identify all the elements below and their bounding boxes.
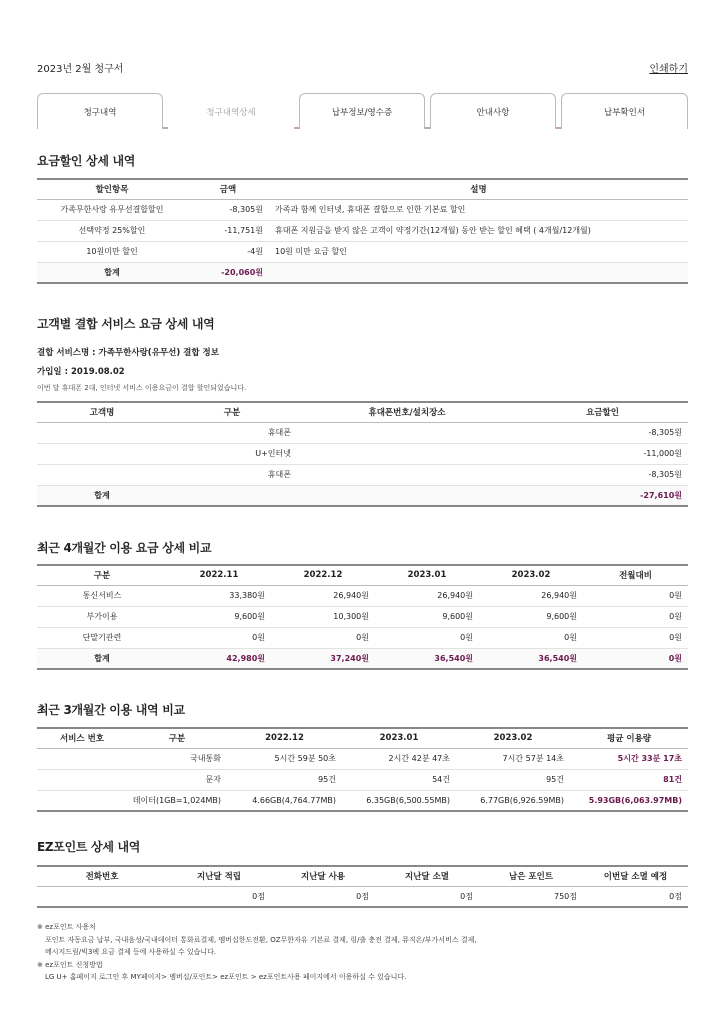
sum-value: 37,240원 bbox=[271, 648, 375, 669]
service-type: 휴대폰 bbox=[167, 464, 297, 485]
cell-value: 95건 bbox=[227, 769, 342, 790]
notes bbox=[37, 921, 477, 984]
col-header: 2022.12 bbox=[271, 565, 375, 585]
col-header: 고객명 bbox=[37, 402, 167, 422]
cell-value: 0원 bbox=[271, 627, 375, 648]
table-row bbox=[37, 606, 688, 627]
discount-desc: 10원 미만 요금 할인 bbox=[269, 241, 688, 262]
cell-value: 9,600원 bbox=[167, 606, 271, 627]
usage3-section-title: 최근 3개월간 이용 내역 비교 bbox=[37, 703, 185, 717]
compare4-section-title: 최근 4개월간 이용 요금 상세 비교 bbox=[37, 541, 212, 555]
table-row bbox=[37, 585, 688, 606]
sum-value: -20,060원 bbox=[187, 262, 269, 283]
service-number bbox=[37, 769, 127, 790]
table-row bbox=[37, 422, 688, 443]
col-header: 지난달 사용 bbox=[271, 866, 375, 886]
customer-name bbox=[37, 464, 167, 485]
discount-amount: -4원 bbox=[187, 241, 269, 262]
average-value: 5시간 33분 17초 bbox=[570, 748, 688, 769]
col-header: 평균 이용량 bbox=[570, 728, 688, 748]
col-header: 2023.02 bbox=[456, 728, 570, 748]
cell-value: 0원 bbox=[375, 627, 479, 648]
col-header: 남은 포인트 bbox=[479, 866, 583, 886]
col-header: 지난달 적립 bbox=[167, 866, 271, 886]
row-label: 단말기관련 bbox=[37, 627, 167, 648]
cell-value: 26,940원 bbox=[375, 585, 479, 606]
sum-row bbox=[37, 485, 688, 506]
note-line: LG U+ 홈페이지 로그인 후 MY페이지> 멤버십/포인트> ez포인트 > ez포인트사용 페이지에서 이용하실 수 있습니다. bbox=[45, 973, 407, 981]
col-header: 2023.02 bbox=[479, 565, 583, 585]
print-link[interactable]: 인쇄하기 bbox=[649, 64, 688, 75]
sum-label: 합계 bbox=[37, 648, 167, 669]
col-header: 2022.11 bbox=[167, 565, 271, 585]
cell-value: 0점 bbox=[583, 886, 688, 907]
phone-location bbox=[297, 464, 517, 485]
discount-table bbox=[37, 178, 688, 284]
col-header: 전월대비 bbox=[583, 565, 688, 585]
cell-value: 6.35GB(6,500.55MB) bbox=[342, 790, 456, 811]
combo-section-title: 고객별 결합 서비스 요금 상세 내역 bbox=[37, 317, 215, 331]
discount-item: 가족무한사랑 유무선결합할인 bbox=[37, 199, 187, 220]
cell-value: 0원 bbox=[583, 606, 688, 627]
sum-label: 합계 bbox=[37, 485, 167, 506]
note-line: 포인트 자동요금 납부, 국내음성/국내데이터 통화료결제, 멤버십한도전환, OZ무한자유 기본료 결제, 링/출 충전 결제, 뮤직온/부가서비스 결제, bbox=[45, 935, 477, 944]
average-value: 81건 bbox=[570, 769, 688, 790]
top-bar bbox=[37, 60, 688, 80]
cell-value: 7시간 57분 14초 bbox=[456, 748, 570, 769]
tab-payment-confirm[interactable]: 납부확인서 bbox=[561, 93, 688, 129]
sum-value: 42,980원 bbox=[167, 648, 271, 669]
row-label: 국내통화 bbox=[127, 748, 227, 769]
col-header: 설명 bbox=[269, 179, 688, 199]
cell-value: 33,380원 bbox=[167, 585, 271, 606]
discount-value: -11,000원 bbox=[517, 443, 688, 464]
phone-location bbox=[297, 422, 517, 443]
col-header: 전화번호 bbox=[37, 866, 167, 886]
sum-row bbox=[37, 648, 688, 669]
table-row bbox=[37, 443, 688, 464]
cell-value: 0점 bbox=[375, 886, 479, 907]
col-header: 휴대폰번호/설치장소 bbox=[297, 402, 517, 422]
row-label: 데이터(1GB=1,024MB) bbox=[127, 790, 227, 811]
col-header: 구분 bbox=[37, 565, 167, 585]
note-line: 메시지드림/빅3팩 요금 결제 등에 사용하실 수 있습니다. bbox=[45, 948, 217, 956]
note-line: ※ ez포인트 사용처 bbox=[37, 923, 96, 931]
tab-bill[interactable]: 청구내역 bbox=[37, 93, 163, 129]
discount-desc: 휴대폰 지원금을 받지 않은 고객이 약정기간(12개월) 동안 받는 할인 혜택 ( 4개월/12개월) bbox=[269, 220, 688, 241]
cell-value: 2시간 42분 47초 bbox=[342, 748, 456, 769]
table-row bbox=[37, 886, 688, 907]
row-label: 통신서비스 bbox=[37, 585, 167, 606]
table-row bbox=[37, 627, 688, 648]
usage3-table bbox=[37, 727, 688, 812]
phone-location bbox=[297, 443, 517, 464]
cell-value: 10,300원 bbox=[271, 606, 375, 627]
customer-name bbox=[37, 422, 167, 443]
table-row bbox=[37, 199, 688, 220]
sum-value: 0원 bbox=[583, 648, 688, 669]
cell-value: 0원 bbox=[583, 585, 688, 606]
customer-name bbox=[37, 443, 167, 464]
table-row bbox=[37, 769, 688, 790]
cell-value: 9,600원 bbox=[375, 606, 479, 627]
tab-payment-receipt[interactable]: 납부정보/영수증 bbox=[299, 93, 425, 129]
discount-item: 10원미만 할인 bbox=[37, 241, 187, 262]
discount-value: -8,305원 bbox=[517, 422, 688, 443]
col-header: 구분 bbox=[167, 402, 297, 422]
service-number bbox=[37, 748, 127, 769]
sum-row bbox=[37, 262, 688, 283]
col-header: 2022.12 bbox=[227, 728, 342, 748]
phone-number bbox=[37, 886, 167, 907]
cell-value: 26,940원 bbox=[271, 585, 375, 606]
table-row bbox=[37, 241, 688, 262]
cell-value: 0원 bbox=[167, 627, 271, 648]
points-table bbox=[37, 865, 688, 908]
row-label: 문자 bbox=[127, 769, 227, 790]
col-header: 금액 bbox=[187, 179, 269, 199]
compare4-table bbox=[37, 564, 688, 670]
col-header: 할인항목 bbox=[37, 179, 187, 199]
table-row bbox=[37, 220, 688, 241]
sum-label: 합계 bbox=[37, 262, 187, 283]
combo-join-date: 가입일 : 2019.08.02 bbox=[37, 367, 125, 377]
cell-value: 9,600원 bbox=[479, 606, 583, 627]
tab-bar bbox=[37, 93, 688, 129]
service-type: 휴대폰 bbox=[167, 422, 297, 443]
cell-value: 5시간 59분 50초 bbox=[227, 748, 342, 769]
table-row bbox=[37, 790, 688, 811]
cell-value: 750점 bbox=[479, 886, 583, 907]
cell-value: 0점 bbox=[271, 886, 375, 907]
cell-value: 0원 bbox=[583, 627, 688, 648]
points-section-title: EZ포인트 상세 내역 bbox=[37, 840, 141, 854]
combo-table bbox=[37, 401, 688, 507]
cell-value: 0원 bbox=[479, 627, 583, 648]
cell-value: 4.66GB(4,764.77MB) bbox=[227, 790, 342, 811]
page-title: 2023년 2월 청구서 bbox=[37, 64, 124, 75]
row-label: 부가이용 bbox=[37, 606, 167, 627]
cell-value: 54건 bbox=[342, 769, 456, 790]
discount-desc: 가족과 함께 인터넷, 휴대폰 결합으로 인한 기본료 할인 bbox=[269, 199, 688, 220]
sum-value: 36,540원 bbox=[479, 648, 583, 669]
cell-value: 95건 bbox=[456, 769, 570, 790]
col-header: 서비스 번호 bbox=[37, 728, 127, 748]
discount-item: 선택약정 25%할인 bbox=[37, 220, 187, 241]
combo-service-name: 결합 서비스명 : 가족무한사랑(유무선) 결합 정보 bbox=[37, 348, 219, 358]
table-row bbox=[37, 748, 688, 769]
col-header: 2023.01 bbox=[342, 728, 456, 748]
sum-value: 36,540원 bbox=[375, 648, 479, 669]
combo-desc: 이번 달 휴대폰 2대, 인터넷 서비스 이용요금이 결합 할인되었습니다. bbox=[37, 384, 247, 392]
service-type: U+인터넷 bbox=[167, 443, 297, 464]
discount-section-title: 요금할인 상세 내역 bbox=[37, 154, 136, 168]
cell-value: 6.77GB(6,926.59MB) bbox=[456, 790, 570, 811]
average-value: 5.93GB(6,063.97MB) bbox=[570, 790, 688, 811]
table-row bbox=[37, 464, 688, 485]
col-header: 2023.01 bbox=[375, 565, 479, 585]
discount-value: -8,305원 bbox=[517, 464, 688, 485]
note-line: ※ ez포인트 신청방법 bbox=[37, 960, 103, 969]
tab-notice[interactable]: 안내사항 bbox=[430, 93, 556, 129]
col-header: 이번달 소멸 예정 bbox=[583, 866, 688, 886]
discount-amount: -11,751원 bbox=[187, 220, 269, 241]
sum-value: -27,610원 bbox=[517, 485, 688, 506]
cell-value: 0점 bbox=[167, 886, 271, 907]
discount-amount: -8,305원 bbox=[187, 199, 269, 220]
col-header: 요금할인 bbox=[517, 402, 688, 422]
tab-bill-detail[interactable]: 청구내역상세 bbox=[168, 93, 294, 129]
cell-value: 26,940원 bbox=[479, 585, 583, 606]
service-number bbox=[37, 790, 127, 811]
col-header: 구분 bbox=[127, 728, 227, 748]
col-header: 지난달 소멸 bbox=[375, 866, 479, 886]
